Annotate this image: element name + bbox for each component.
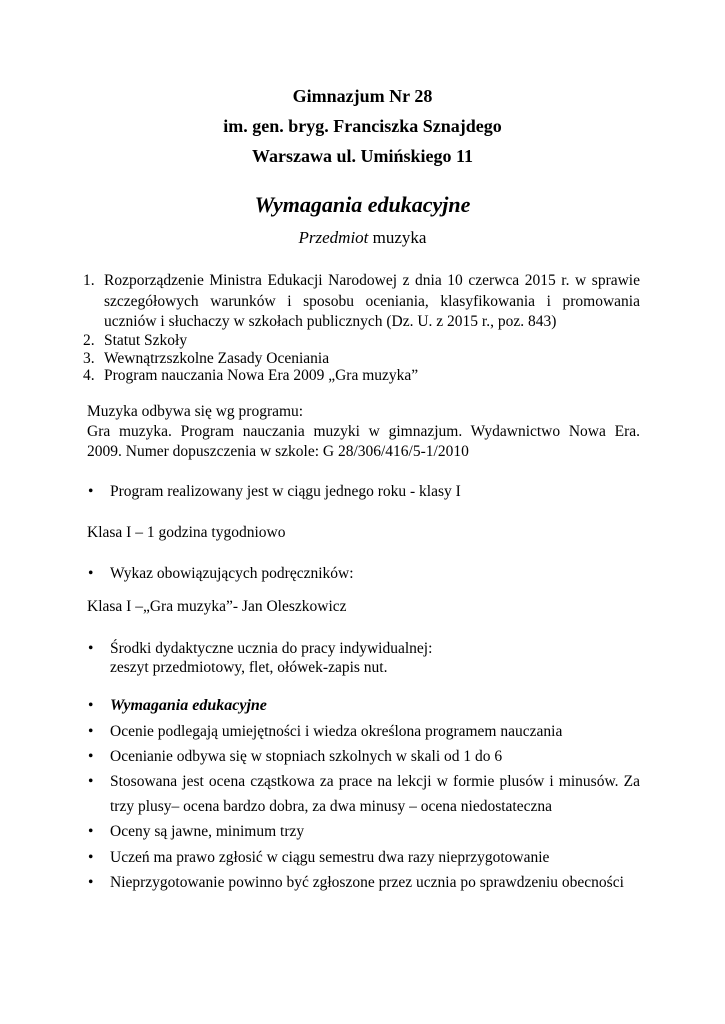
subject-line bbox=[0, 228, 725, 248]
requirement-item-5: Uczeń ma prawo zgłosić w ciągu semestru dwa razy nieprzygotowanie bbox=[110, 849, 550, 866]
teaching-aids-list: zeszyt przedmiotowy, flet, ołówek-zapis nut. bbox=[110, 659, 388, 676]
requirement-item-2: Ocenianie odbywa się w stopniach szkolnych w skali od 1 do 6 bbox=[110, 748, 503, 765]
requirement-item-6: Nieprzygotowanie powinno być zgłoszone przez ucznia po sprawdzeniu obecności bbox=[110, 874, 624, 891]
list-number-4: 4. bbox=[83, 367, 95, 384]
bullet-marker: • bbox=[88, 723, 94, 740]
legal-item-1-line-1: Rozporządzenie Ministra Edukacji Narodowej z dnia 10 czerwca 2015 r. w sprawie bbox=[104, 272, 640, 289]
bullet-marker: • bbox=[88, 823, 94, 840]
legal-item-2: Statut Szkoły bbox=[104, 332, 188, 349]
textbooks-label: Wykaz obowiązujących podręczników: bbox=[110, 565, 354, 582]
weekly-hours: Klasa I – 1 godzina tygodniowo bbox=[87, 524, 286, 541]
bullet-marker: • bbox=[88, 565, 94, 582]
requirement-item-3-line-1: Stosowana jest ocena cząstkowa za prace na lekcji w formie plusów i minusów. Za bbox=[110, 773, 640, 790]
textbook-entry: Klasa I –„Gra muzyka”- Jan Oleszkowicz bbox=[87, 598, 347, 615]
school-name: Gimnazjum Nr 28 bbox=[292, 86, 433, 106]
subject-value: muzyka bbox=[372, 228, 427, 247]
document-title: Wymagania edukacyjne bbox=[254, 192, 471, 217]
program-intro: Muzyka odbywa się wg programu: bbox=[87, 403, 304, 420]
bullet-marker: • bbox=[88, 483, 94, 500]
requirement-item-1: Ocenie podlegają umiejętności i wiedza określona programem nauczania bbox=[110, 723, 563, 740]
bullet-marker: • bbox=[88, 773, 94, 790]
bullet-marker: • bbox=[88, 697, 94, 714]
legal-item-4: Program nauczania Nowa Era 2009 „Gra muzyka” bbox=[104, 367, 419, 384]
legal-item-3: Wewnątrzszkolne Zasady Oceniania bbox=[104, 350, 330, 367]
requirements-heading: Wymagania edukacyjne bbox=[110, 697, 267, 714]
program-duration: Program realizowany jest w ciągu jednego roku - klasy I bbox=[110, 483, 461, 500]
bullet-marker: • bbox=[88, 849, 94, 866]
requirement-item-3-line-2: trzy plusy– ocena bardzo dobra, za dwa minusy – ocena niedostateczna bbox=[110, 798, 553, 815]
bullet-marker: • bbox=[88, 640, 94, 657]
requirement-item-4: Oceny są jawne, minimum trzy bbox=[110, 823, 305, 840]
school-address: Warszawa ul. Umińskiego 11 bbox=[251, 146, 474, 166]
legal-item-1-line-3: uczniów i słuchaczy w szkołach publicznych (Dz. U. z 2015 r., poz. 843) bbox=[104, 313, 557, 330]
list-number-3: 3. bbox=[83, 350, 95, 367]
program-title: Gra muzyka. Program nauczania muzyki w gimnazjum. Wydawnictwo Nowa Era. bbox=[87, 423, 640, 440]
legal-item-1-line-2: szczegółowych warunków i sposobu oceniania, klasyfikowania i promowania bbox=[104, 293, 640, 310]
list-number-2: 2. bbox=[83, 332, 95, 349]
teaching-aids-label: Środki dydaktyczne ucznia do pracy indywidualnej: bbox=[110, 640, 433, 657]
bullet-marker: • bbox=[88, 874, 94, 891]
program-number: 2009. Numer dopuszczenia w szkole: G 28/306/416/5-1/2010 bbox=[87, 443, 469, 460]
list-number-1: 1. bbox=[83, 272, 95, 289]
bullet-marker: • bbox=[88, 748, 94, 765]
subject-label: Przedmiot bbox=[298, 228, 369, 247]
school-patron: im. gen. bryg. Franciszka Sznajdego bbox=[223, 116, 502, 136]
